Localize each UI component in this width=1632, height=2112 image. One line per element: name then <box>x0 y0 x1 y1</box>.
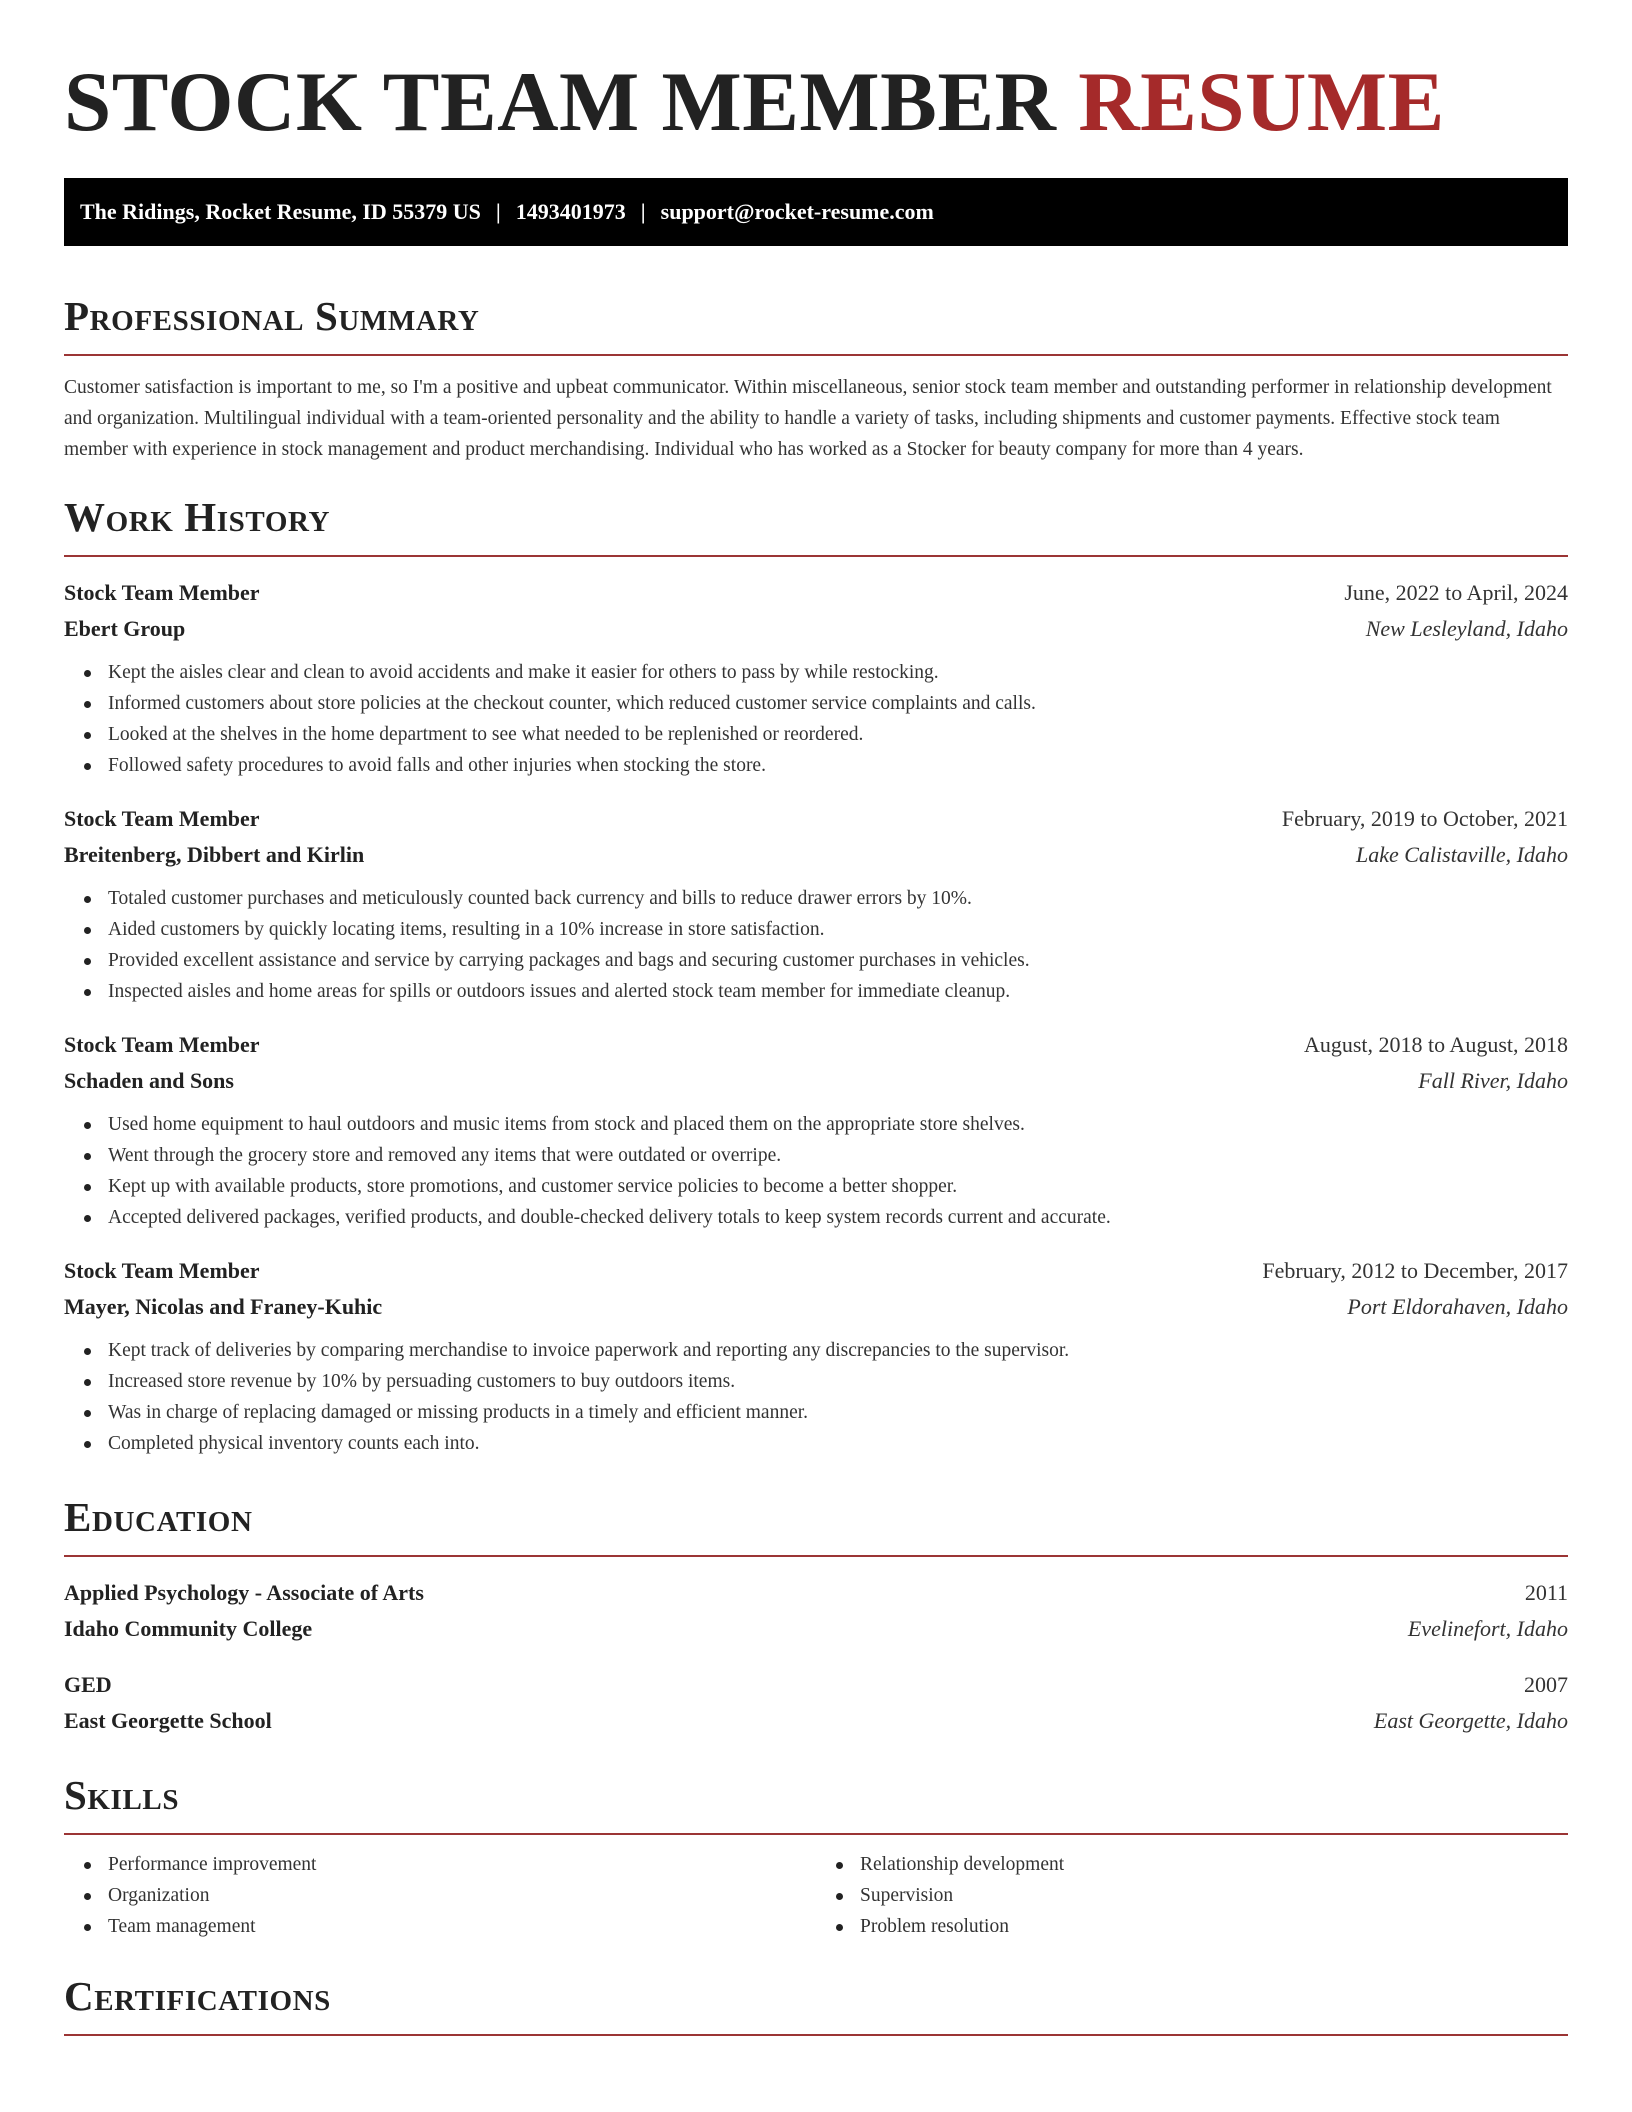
education-heading: Education <box>64 1491 1568 1557</box>
job-entry <box>64 1253 1568 1459</box>
education-year: 2007 <box>1524 1672 1568 1697</box>
job-company: Ebert Group <box>64 616 186 641</box>
list-item: Totaled customer purchases and meticulously counted back currency and bills to reduce drawer errors by 10%. <box>108 883 1568 914</box>
list-item: Looked at the shelves in the home department to see what needed to be replenished or reordered. <box>108 719 1568 750</box>
skills-grid <box>64 1849 1568 1942</box>
job-company: Breitenberg, Dibbert and Kirlin <box>64 842 365 867</box>
title-accent: RESUME <box>1078 55 1445 149</box>
skills-list <box>816 1849 1568 1942</box>
summary-heading: Professional Summary <box>64 290 1568 356</box>
skills-section <box>64 1769 1568 1942</box>
job-location: Fall River, Idaho <box>1418 1068 1568 1093</box>
resume-title <box>64 52 1568 152</box>
job-title: Stock Team Member <box>64 1258 260 1283</box>
education-location: East Georgette, Idaho <box>1373 1708 1568 1733</box>
job-bullets <box>64 1335 1568 1459</box>
education-entry <box>64 1575 1568 1647</box>
list-item: Was in charge of replacing damaged or missing products in a timely and efficient manner. <box>108 1397 1568 1428</box>
job-location: Lake Calistaville, Idaho <box>1355 842 1568 867</box>
list-item: Followed safety procedures to avoid falls and other injuries when stocking the store. <box>108 750 1568 781</box>
contact-separator: | <box>640 199 646 224</box>
job-dates: February, 2012 to December, 2017 <box>1262 1258 1568 1283</box>
contact-separator: | <box>495 199 501 224</box>
list-item: Informed customers about store policies at the checkout counter, which reduced customer service complaints and calls. <box>108 688 1568 719</box>
job-dates: February, 2019 to October, 2021 <box>1281 806 1568 831</box>
list-item: Provided excellent assistance and service by carrying packages and bags and securing customer purchases in vehicles. <box>108 945 1568 976</box>
skill-item: Problem resolution <box>860 1911 1568 1942</box>
list-item: Went through the grocery store and removed any items that were outdated or overripe. <box>108 1140 1568 1171</box>
skill-item: Team management <box>108 1911 816 1942</box>
skills-list <box>64 1849 816 1942</box>
skills-heading: Skills <box>64 1769 1568 1835</box>
list-item: Used home equipment to haul outdoors and music items from stock and placed them on the appropriate store shelves. <box>108 1109 1568 1140</box>
contact-email[interactable]: support@rocket-resume.com <box>660 199 934 224</box>
title-main: STOCK TEAM MEMBER <box>64 55 1057 149</box>
job-bullets <box>64 657 1568 781</box>
work-history-section <box>64 491 1568 1459</box>
job-title: Stock Team Member <box>64 580 260 605</box>
education-year: 2011 <box>1524 1580 1568 1605</box>
skill-item: Relationship development <box>860 1849 1568 1880</box>
list-item: Kept the aisles clear and clean to avoid accidents and make it easier for others to pass by while restocking. <box>108 657 1568 688</box>
list-item: Kept track of deliveries by comparing merchandise to invoice paperwork and reporting any discrepancies to the supervisor. <box>108 1335 1568 1366</box>
job-location: Port Eldorahaven, Idaho <box>1347 1294 1568 1319</box>
job-company: Schaden and Sons <box>64 1068 234 1093</box>
summary-section <box>64 290 1568 465</box>
skill-item: Organization <box>108 1880 816 1911</box>
skills-column-right <box>816 1849 1568 1942</box>
list-item: Kept up with available products, store promotions, and customer service policies to become a better shopper. <box>108 1171 1568 1202</box>
education-entry <box>64 1667 1568 1739</box>
job-dates: August, 2018 to August, 2018 <box>1303 1032 1568 1057</box>
education-school: Idaho Community College <box>64 1616 313 1641</box>
contact-address: The Ridings, Rocket Resume, ID 55379 US <box>80 199 481 224</box>
list-item: Aided customers by quickly locating items, resulting in a 10% increase in store satisfaction. <box>108 914 1568 945</box>
job-title: Stock Team Member <box>64 806 260 831</box>
job-entry <box>64 575 1568 781</box>
job-entry <box>64 801 1568 1007</box>
list-item: Accepted delivered packages, verified products, and double-checked delivery totals to keep system records current and accurate. <box>108 1202 1568 1233</box>
job-company: Mayer, Nicolas and Franey-Kuhic <box>64 1294 383 1319</box>
education-location: Evelinefort, Idaho <box>1407 1616 1568 1641</box>
skill-item: Performance improvement <box>108 1849 816 1880</box>
job-bullets <box>64 1109 1568 1233</box>
list-item: Inspected aisles and home areas for spills or outdoors issues and alerted stock team member for immediate cleanup. <box>108 976 1568 1007</box>
job-location: New Lesleyland, Idaho <box>1365 616 1568 641</box>
skills-column-left <box>64 1849 816 1942</box>
education-degree: GED <box>64 1672 112 1697</box>
certifications-section <box>64 1970 1568 2036</box>
list-item: Completed physical inventory counts each into. <box>108 1428 1568 1459</box>
education-section <box>64 1491 1568 1739</box>
work-history-heading: Work History <box>64 491 1568 557</box>
skill-item: Supervision <box>860 1880 1568 1911</box>
education-degree: Applied Psychology - Associate of Arts <box>64 1580 424 1605</box>
certifications-heading: Certifications <box>64 1970 1568 2036</box>
contact-phone: 1493401973 <box>515 199 626 224</box>
contact-bar <box>64 178 1568 246</box>
list-item: Increased store revenue by 10% by persuading customers to buy outdoors items. <box>108 1366 1568 1397</box>
job-title: Stock Team Member <box>64 1032 260 1057</box>
education-school: East Georgette School <box>64 1708 272 1733</box>
job-dates: June, 2022 to April, 2024 <box>1344 580 1568 605</box>
job-bullets <box>64 883 1568 1007</box>
job-entry <box>64 1027 1568 1233</box>
summary-text: Customer satisfaction is important to me, so I'm a positive and upbeat communicator. Within miscellaneous, senior stock team member and outstanding performer in relationship development and organization. Multilingual individual with a team-oriented personality and the ability to handle a variety of tasks, including shipments and customer payments. Effective stock team member with experience in stock management and product merchandising. Individual who has worked as a Stocker for beauty company for more than 4 years. <box>64 377 1552 460</box>
